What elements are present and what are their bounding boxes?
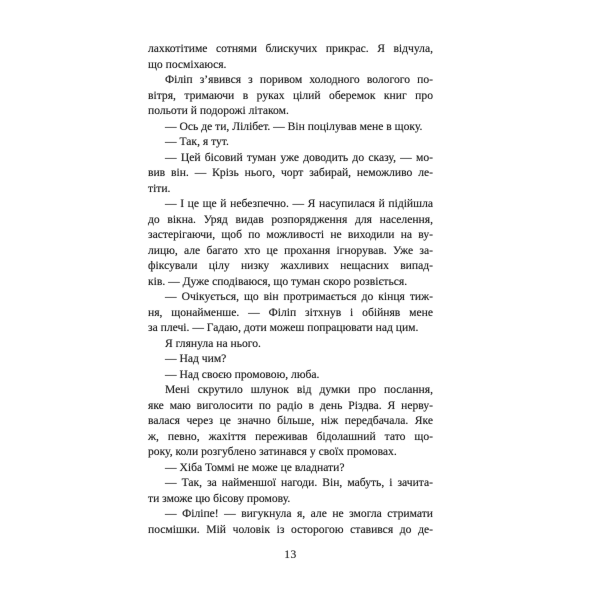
text-line: — Ось де ти, Лілібет. — Він поцілував мене в щоку. xyxy=(165,119,423,133)
text-line: — Цей бісовий туман уже доводить до сказу, — мо- xyxy=(165,150,433,164)
text-line: — Філіпе! — вигукнула я, але не змогла стримати xyxy=(165,507,433,520)
text-line: — Так, я тут. xyxy=(165,135,229,148)
text-line: — Над чим? xyxy=(165,352,227,365)
text-line: Мені скрутило шлунок від думки про послання, xyxy=(165,383,433,396)
text-line: ків. — Дуже сподіваюся, що туман скоро розвіється. xyxy=(148,274,408,288)
text-line: — Над своєю промовою, люба. xyxy=(165,367,320,381)
text-line: вив він. — Крізь нього, чорт забирай, неможливо ле- xyxy=(148,166,433,179)
text-line: посмішки. Мій чоловік із осторогою ставився до де- xyxy=(148,522,433,536)
text-line: яке маю виголосити по радіо в день Різдва. Я нерву- xyxy=(148,398,433,412)
text-line: ня, щонайменше. — Філіп зітхнув і обійняв мене xyxy=(148,305,433,319)
text-line: за плечі. — Гадаю, доти можеш попрацювати над цим. xyxy=(148,321,419,334)
body-text-block xyxy=(148,41,433,537)
text-line: вітря, тримаючи в руках цілий оберемок книг про xyxy=(148,88,433,102)
text-line: лицю, але багато хто це прохання ігнорував. Уже за- xyxy=(148,243,433,257)
text-line: застерігаючи, щоб по можливості не виходили на ву- xyxy=(148,228,433,241)
text-line: що посміхаюся. xyxy=(148,57,227,71)
text-line: фіксували цілу низку жахливих нещасних випад- xyxy=(148,259,433,272)
text-line: тіти. xyxy=(148,181,171,195)
text-line: року, коли розгублено затинався у своїх промовах. xyxy=(148,445,397,458)
text-line: польоти й подорожі літаком. xyxy=(148,104,289,117)
text-line: — Так, за найменшої нагоди. Він, мабуть, і зачита- xyxy=(165,476,433,489)
page-number: 13 xyxy=(284,549,297,561)
text-line: — І це ще й небезпечно. — Я насупилася й підійшла xyxy=(165,197,433,210)
text-line: лахкотітиме сотнями блискучих прикрас. Я відчула, xyxy=(148,42,433,55)
text-line: до вікна. Уряд видав розпорядження для населення, xyxy=(148,212,433,226)
text-line: — Очікується, що він протримається до кінця тиж- xyxy=(165,290,433,303)
text-line: ти зможе цю бісову промову. xyxy=(148,491,291,505)
text-line: Я глянула на нього. xyxy=(165,336,261,350)
text-line: валася через це значно більше, ніж передбачала. Яке xyxy=(148,414,433,427)
text-line: Філіп з’явився з поривом холодного вологого по- xyxy=(165,73,433,86)
text-line: ж, певно, жахіття переживав бідолашний тато що- xyxy=(148,429,433,443)
text-line: — Хіба Томмі не може це владнати? xyxy=(165,460,345,474)
